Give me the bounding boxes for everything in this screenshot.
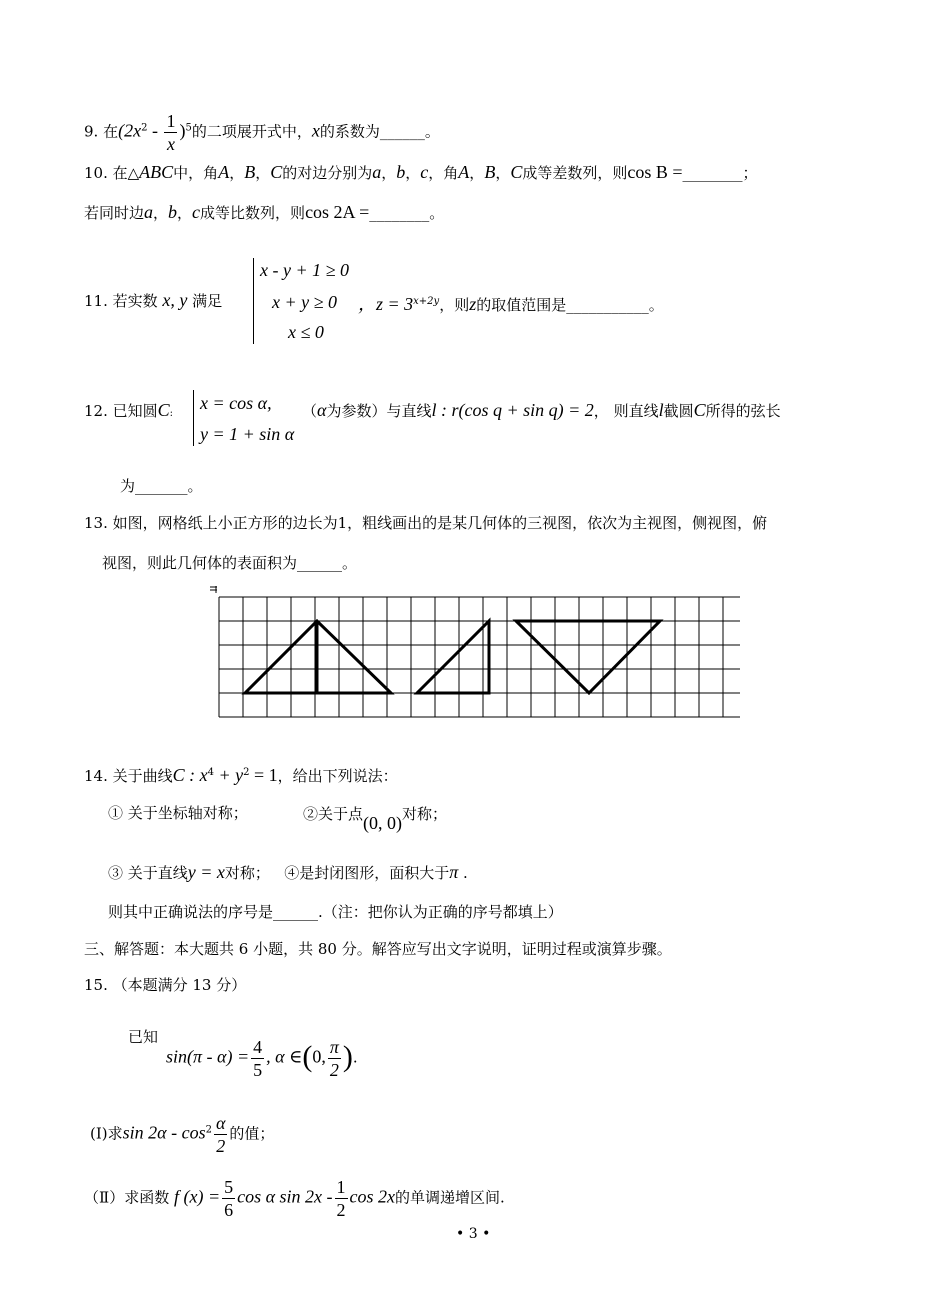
q9-expr: (2x bbox=[118, 120, 142, 141]
q14-statement-1: ① 关于坐标轴对称； bbox=[108, 804, 248, 822]
q11-constraint-3: x ≤ 0 bbox=[288, 322, 324, 342]
q12-eq-2: y = 1 + sin α bbox=[200, 424, 295, 444]
q12-eq-1: x = cos α, bbox=[200, 393, 272, 413]
section-3-heading: 三、解答题：本大题共 6 小题，共 80 分。解答应写出文字说明，证明过程或演算步骤。 bbox=[84, 940, 672, 958]
q15-frac-1-2: $\frac{1}{2}$ bbox=[336, 1177, 346, 1220]
q11-constraint-2: x + y ≥ 0 bbox=[272, 292, 338, 312]
q9-line: 9. 在($2x^2$ - $\frac{1}{x}$ )$^5$的二项展开式中，x的系数为______。 bbox=[84, 111, 440, 154]
q9-number: 9. 在 bbox=[84, 122, 119, 141]
q11-suffix: ，$z = 3^{x+2y}$，则z的取值范围是___________。 bbox=[358, 294, 664, 314]
q14-statement-3-4: ③ 关于直线y = x对称； ④是封闭图形，面积大于π . bbox=[108, 862, 468, 882]
q9-fraction: $\frac{1}{x}$ bbox=[166, 111, 176, 154]
q12-brace bbox=[193, 390, 194, 446]
q13-line-1: 13. 如图，网格纸上小正方形的边长为1，粗线画出的是某几何体的三视图，依次为主视图，侧视图，俯 bbox=[84, 514, 768, 532]
q11-constraint-1: x - y + 1 ≥ 0 bbox=[260, 260, 349, 280]
q12-prefix: 12. 已知圆C: bbox=[84, 400, 174, 420]
q11-brace bbox=[253, 258, 254, 344]
corner-mark bbox=[210, 586, 217, 593]
q15-frac-pi-2: $\frac{\pi}{2}$ bbox=[329, 1037, 339, 1080]
q10-line-1: 10. 在△ABC中，角A，B，C的对边分别为a，b，c，角A，B，C成等差数列，则cos B =________； bbox=[84, 162, 758, 182]
q15-frac-4-5: $\frac{4}{5}$ bbox=[253, 1037, 263, 1080]
q15-frac-5-6: $\frac{5}{6}$ bbox=[224, 1177, 234, 1220]
q12-mid: （α为参数）与直线l : r(cos q + sin q) = 2， 则直线l截圆C所得的弦长 bbox=[302, 400, 781, 420]
page-number: • 3 • bbox=[456, 1226, 491, 1242]
q11-prefix: 11. 若实数 x, y 满足 bbox=[84, 290, 223, 310]
q10-line-2: 若同时边a，b，c成等比数列，则cos 2A =________。 bbox=[84, 202, 445, 222]
q15-part-2: （Ⅱ）求函数 f (x) = $\frac{5}{6}$ cos α sin 2x - $\frac{1}{2}$ cos 2x的单调递增区间. bbox=[84, 1177, 505, 1220]
q15-title: 15. （本题满分 13 分） bbox=[84, 976, 247, 994]
grid bbox=[219, 597, 740, 717]
q15-given: sin(π - α) = $\frac{4}{5}$ , α ∈(0, $\frac{\pi}{2}$ ). bbox=[166, 1037, 358, 1080]
q15-part-1: (I)求$\sin 2\alpha - \cos^2$ $\frac{\alpha}{2}$ 的值； bbox=[90, 1113, 275, 1156]
side-view bbox=[417, 621, 489, 693]
q15-known: 已知 bbox=[128, 1028, 159, 1046]
q13-line-2: 视图，则此几何体的表面积为______。 bbox=[102, 554, 358, 572]
q14-statement-2: ②关于点(0, 0)对称； bbox=[303, 805, 448, 833]
three-view-figure bbox=[205, 585, 745, 727]
q14-last-line: 则其中正确说法的序号是______.（注：把你认为正确的序号都填上） bbox=[108, 903, 563, 921]
q14-line-1: 14. 关于曲线C : $x^4 + y^2 = 1$，给出下列说法： bbox=[84, 765, 398, 785]
top-view bbox=[516, 621, 660, 693]
q12-line-2: 为_______。 bbox=[120, 477, 203, 495]
q15-frac-alpha-2: $\frac{\alpha}{2}$ bbox=[215, 1113, 226, 1156]
